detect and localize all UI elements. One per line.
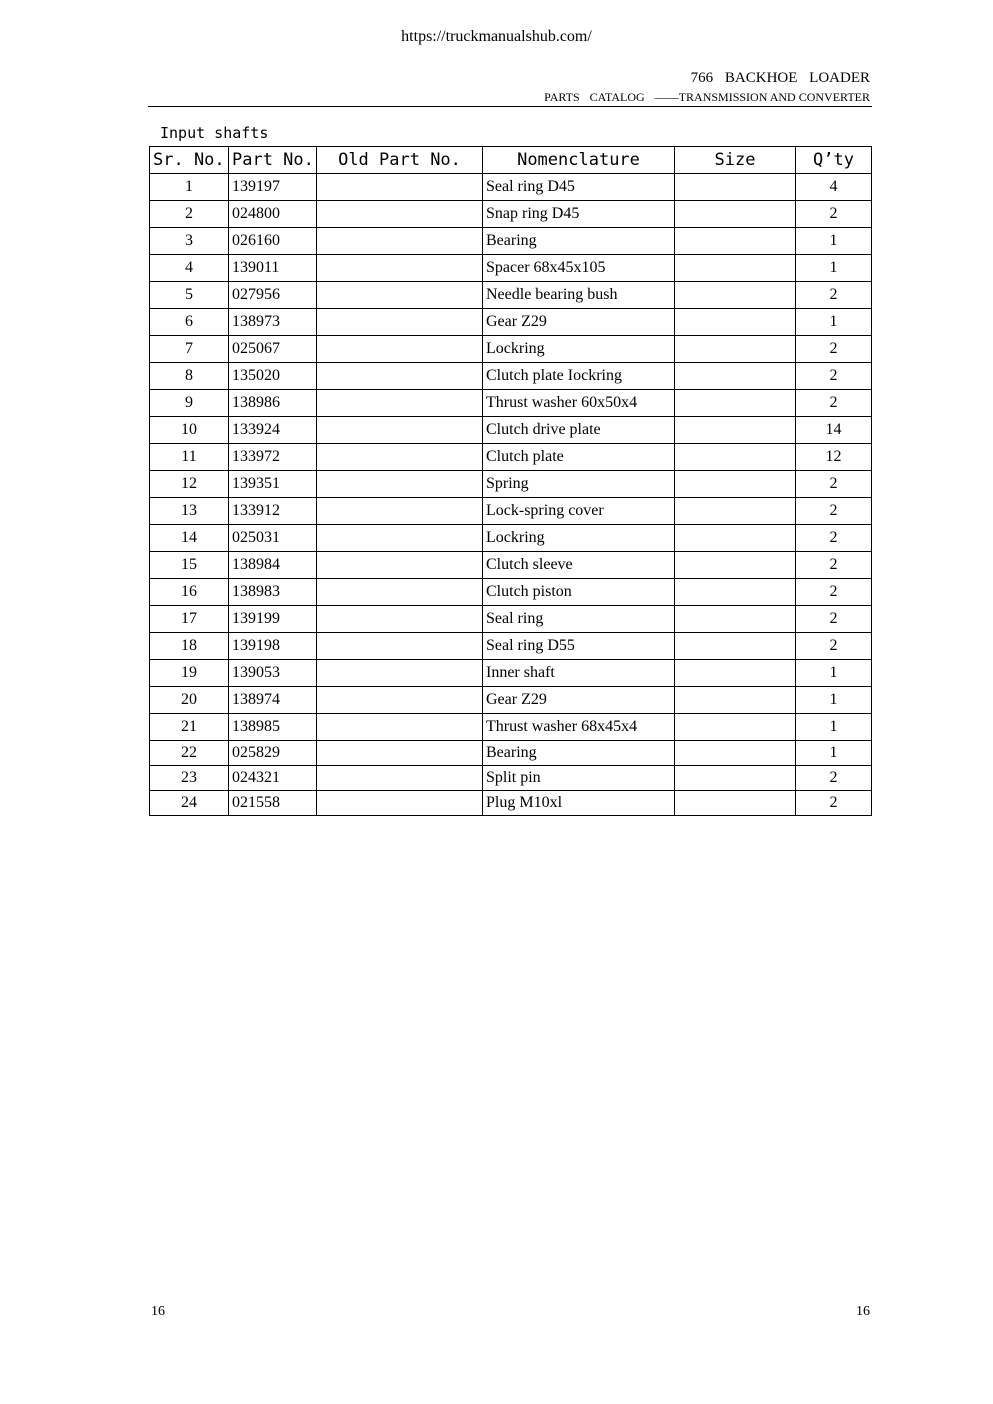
cell-old-part-no bbox=[317, 579, 483, 606]
cell-qty: 2 bbox=[796, 390, 872, 417]
cell-size bbox=[675, 606, 796, 633]
cell-qty: 2 bbox=[796, 201, 872, 228]
cell-part-no: 024321 bbox=[229, 766, 317, 791]
cell-nomenclature: Bearing bbox=[483, 228, 675, 255]
cell-part-no: 139199 bbox=[229, 606, 317, 633]
cell-old-part-no bbox=[317, 687, 483, 714]
table-row bbox=[150, 309, 872, 336]
cell-old-part-no bbox=[317, 309, 483, 336]
cell-sr-no: 13 bbox=[150, 498, 229, 525]
cell-old-part-no bbox=[317, 471, 483, 498]
cell-qty: 4 bbox=[796, 174, 872, 201]
cell-part-no: 133972 bbox=[229, 444, 317, 471]
table-row bbox=[150, 174, 872, 201]
table-row bbox=[150, 417, 872, 444]
cell-old-part-no bbox=[317, 741, 483, 766]
table-row bbox=[150, 390, 872, 417]
cell-qty: 2 bbox=[796, 579, 872, 606]
cell-old-part-no bbox=[317, 174, 483, 201]
cell-size bbox=[675, 552, 796, 579]
table-row bbox=[150, 741, 872, 766]
cell-old-part-no bbox=[317, 201, 483, 228]
cell-sr-no: 9 bbox=[150, 390, 229, 417]
cell-size bbox=[675, 174, 796, 201]
cell-part-no: 025031 bbox=[229, 525, 317, 552]
cell-size bbox=[675, 687, 796, 714]
table-row bbox=[150, 525, 872, 552]
cell-old-part-no bbox=[317, 552, 483, 579]
cell-part-no: 025829 bbox=[229, 741, 317, 766]
table-row bbox=[150, 255, 872, 282]
cell-sr-no: 16 bbox=[150, 579, 229, 606]
cell-size bbox=[675, 741, 796, 766]
cell-nomenclature: Spacer 68x45x105 bbox=[483, 255, 675, 282]
header-rule bbox=[148, 106, 872, 107]
cell-part-no: 025067 bbox=[229, 336, 317, 363]
cell-qty: 2 bbox=[796, 606, 872, 633]
cell-nomenclature: Thrust washer 68x45x4 bbox=[483, 714, 675, 741]
cell-nomenclature: Seal ring bbox=[483, 606, 675, 633]
cell-size bbox=[675, 579, 796, 606]
cell-sr-no: 2 bbox=[150, 201, 229, 228]
cell-qty: 12 bbox=[796, 444, 872, 471]
cell-old-part-no bbox=[317, 336, 483, 363]
cell-nomenclature: Thrust washer 60x50x4 bbox=[483, 390, 675, 417]
cell-nomenclature: Bearing bbox=[483, 741, 675, 766]
document-subtitle bbox=[544, 90, 870, 105]
cell-nomenclature: Lockring bbox=[483, 336, 675, 363]
cell-part-no: 021558 bbox=[229, 791, 317, 816]
cell-size bbox=[675, 417, 796, 444]
cell-part-no: 135020 bbox=[229, 363, 317, 390]
cell-qty: 2 bbox=[796, 363, 872, 390]
table-row bbox=[150, 579, 872, 606]
cell-part-no: 138986 bbox=[229, 390, 317, 417]
cell-sr-no: 23 bbox=[150, 766, 229, 791]
cell-qty: 1 bbox=[796, 714, 872, 741]
cell-nomenclature: Needle bearing bush bbox=[483, 282, 675, 309]
cell-size bbox=[675, 791, 796, 816]
cell-sr-no: 11 bbox=[150, 444, 229, 471]
cell-sr-no: 8 bbox=[150, 363, 229, 390]
cell-sr-no: 14 bbox=[150, 525, 229, 552]
cell-sr-no: 12 bbox=[150, 471, 229, 498]
cell-sr-no: 19 bbox=[150, 660, 229, 687]
cell-qty: 2 bbox=[796, 336, 872, 363]
subtitle-parts: PARTS bbox=[544, 90, 580, 104]
cell-qty: 1 bbox=[796, 309, 872, 336]
cell-sr-no: 22 bbox=[150, 741, 229, 766]
table-row bbox=[150, 336, 872, 363]
cell-nomenclature: Split pin bbox=[483, 766, 675, 791]
table-row bbox=[150, 766, 872, 791]
document-title: 766 BACKHOE LOADER bbox=[690, 70, 870, 86]
cell-size bbox=[675, 766, 796, 791]
cell-old-part-no bbox=[317, 633, 483, 660]
cell-size bbox=[675, 390, 796, 417]
cell-part-no: 139198 bbox=[229, 633, 317, 660]
cell-nomenclature: Snap ring D45 bbox=[483, 201, 675, 228]
table-row bbox=[150, 552, 872, 579]
parts-table-body bbox=[150, 174, 872, 816]
cell-sr-no: 24 bbox=[150, 791, 229, 816]
cell-qty: 2 bbox=[796, 791, 872, 816]
cell-nomenclature: Gear Z29 bbox=[483, 687, 675, 714]
cell-old-part-no bbox=[317, 660, 483, 687]
cell-size bbox=[675, 201, 796, 228]
cell-nomenclature: Lock-spring cover bbox=[483, 498, 675, 525]
table-header-row bbox=[150, 147, 872, 174]
cell-old-part-no bbox=[317, 444, 483, 471]
cell-size bbox=[675, 525, 796, 552]
cell-part-no: 138985 bbox=[229, 714, 317, 741]
col-header-qty: Q’ty bbox=[796, 147, 872, 174]
subtitle-section: ——TRANSMISSION AND CONVERTER bbox=[654, 90, 870, 104]
cell-old-part-no bbox=[317, 498, 483, 525]
table-row bbox=[150, 471, 872, 498]
cell-old-part-no bbox=[317, 766, 483, 791]
cell-old-part-no bbox=[317, 255, 483, 282]
cell-nomenclature: Clutch sleeve bbox=[483, 552, 675, 579]
cell-qty: 14 bbox=[796, 417, 872, 444]
page-number-right: 16 bbox=[856, 1304, 870, 1319]
cell-sr-no: 18 bbox=[150, 633, 229, 660]
cell-qty: 1 bbox=[796, 741, 872, 766]
table-row bbox=[150, 228, 872, 255]
section-title: Input shafts bbox=[160, 124, 269, 142]
cell-size bbox=[675, 282, 796, 309]
cell-size bbox=[675, 444, 796, 471]
cell-old-part-no bbox=[317, 714, 483, 741]
cell-part-no: 138984 bbox=[229, 552, 317, 579]
subtitle-catalog: CATALOG bbox=[589, 90, 645, 104]
table-row bbox=[150, 363, 872, 390]
cell-nomenclature: Lockring bbox=[483, 525, 675, 552]
cell-sr-no: 10 bbox=[150, 417, 229, 444]
parts-table bbox=[149, 146, 872, 816]
table-row bbox=[150, 282, 872, 309]
cell-part-no: 139351 bbox=[229, 471, 317, 498]
cell-sr-no: 17 bbox=[150, 606, 229, 633]
cell-qty: 1 bbox=[796, 660, 872, 687]
cell-qty: 2 bbox=[796, 498, 872, 525]
cell-part-no: 139053 bbox=[229, 660, 317, 687]
cell-part-no: 139197 bbox=[229, 174, 317, 201]
col-header-sr-no: Sr. No. bbox=[150, 147, 229, 174]
cell-old-part-no bbox=[317, 390, 483, 417]
cell-part-no: 026160 bbox=[229, 228, 317, 255]
cell-qty: 1 bbox=[796, 255, 872, 282]
cell-sr-no: 1 bbox=[150, 174, 229, 201]
table-row bbox=[150, 606, 872, 633]
cell-size bbox=[675, 714, 796, 741]
table-row bbox=[150, 498, 872, 525]
cell-size bbox=[675, 498, 796, 525]
cell-old-part-no bbox=[317, 228, 483, 255]
cell-old-part-no bbox=[317, 363, 483, 390]
cell-sr-no: 15 bbox=[150, 552, 229, 579]
cell-size bbox=[675, 660, 796, 687]
col-header-size: Size bbox=[675, 147, 796, 174]
table-row bbox=[150, 660, 872, 687]
cell-sr-no: 5 bbox=[150, 282, 229, 309]
table-row bbox=[150, 633, 872, 660]
cell-nomenclature: Inner shaft bbox=[483, 660, 675, 687]
cell-old-part-no bbox=[317, 282, 483, 309]
page-number-left: 16 bbox=[151, 1304, 165, 1319]
cell-sr-no: 4 bbox=[150, 255, 229, 282]
cell-sr-no: 7 bbox=[150, 336, 229, 363]
cell-qty: 1 bbox=[796, 687, 872, 714]
cell-size bbox=[675, 633, 796, 660]
col-header-nomenclature: Nomenclature bbox=[483, 147, 675, 174]
cell-qty: 2 bbox=[796, 766, 872, 791]
cell-nomenclature: Clutch plate Iockring bbox=[483, 363, 675, 390]
cell-old-part-no bbox=[317, 606, 483, 633]
cell-sr-no: 3 bbox=[150, 228, 229, 255]
cell-size bbox=[675, 228, 796, 255]
cell-nomenclature: Plug M10xl bbox=[483, 791, 675, 816]
cell-nomenclature: Clutch plate bbox=[483, 444, 675, 471]
table-row bbox=[150, 687, 872, 714]
cell-old-part-no bbox=[317, 791, 483, 816]
cell-nomenclature: Seal ring D45 bbox=[483, 174, 675, 201]
cell-part-no: 024800 bbox=[229, 201, 317, 228]
cell-sr-no: 21 bbox=[150, 714, 229, 741]
cell-nomenclature: Spring bbox=[483, 471, 675, 498]
cell-size bbox=[675, 336, 796, 363]
cell-part-no: 138974 bbox=[229, 687, 317, 714]
cell-part-no: 139011 bbox=[229, 255, 317, 282]
cell-old-part-no bbox=[317, 525, 483, 552]
cell-qty: 2 bbox=[796, 525, 872, 552]
table-row bbox=[150, 444, 872, 471]
cell-size bbox=[675, 363, 796, 390]
cell-size bbox=[675, 255, 796, 282]
source-url: https://truckmanualshub.com/ bbox=[401, 28, 592, 45]
cell-part-no: 027956 bbox=[229, 282, 317, 309]
cell-nomenclature: Seal ring D55 bbox=[483, 633, 675, 660]
cell-nomenclature: Clutch drive plate bbox=[483, 417, 675, 444]
col-header-part-no: Part No. bbox=[229, 147, 317, 174]
cell-qty: 2 bbox=[796, 471, 872, 498]
cell-nomenclature: Clutch piston bbox=[483, 579, 675, 606]
cell-part-no: 138973 bbox=[229, 309, 317, 336]
cell-part-no: 133912 bbox=[229, 498, 317, 525]
cell-size bbox=[675, 471, 796, 498]
cell-nomenclature: Gear Z29 bbox=[483, 309, 675, 336]
cell-qty: 2 bbox=[796, 282, 872, 309]
col-header-old-part-no: Old Part No. bbox=[317, 147, 483, 174]
cell-sr-no: 20 bbox=[150, 687, 229, 714]
table-row bbox=[150, 791, 872, 816]
cell-part-no: 138983 bbox=[229, 579, 317, 606]
table-row bbox=[150, 201, 872, 228]
cell-part-no: 133924 bbox=[229, 417, 317, 444]
cell-sr-no: 6 bbox=[150, 309, 229, 336]
cell-old-part-no bbox=[317, 417, 483, 444]
cell-qty: 2 bbox=[796, 633, 872, 660]
table-row bbox=[150, 714, 872, 741]
cell-size bbox=[675, 309, 796, 336]
cell-qty: 2 bbox=[796, 552, 872, 579]
cell-qty: 1 bbox=[796, 228, 872, 255]
